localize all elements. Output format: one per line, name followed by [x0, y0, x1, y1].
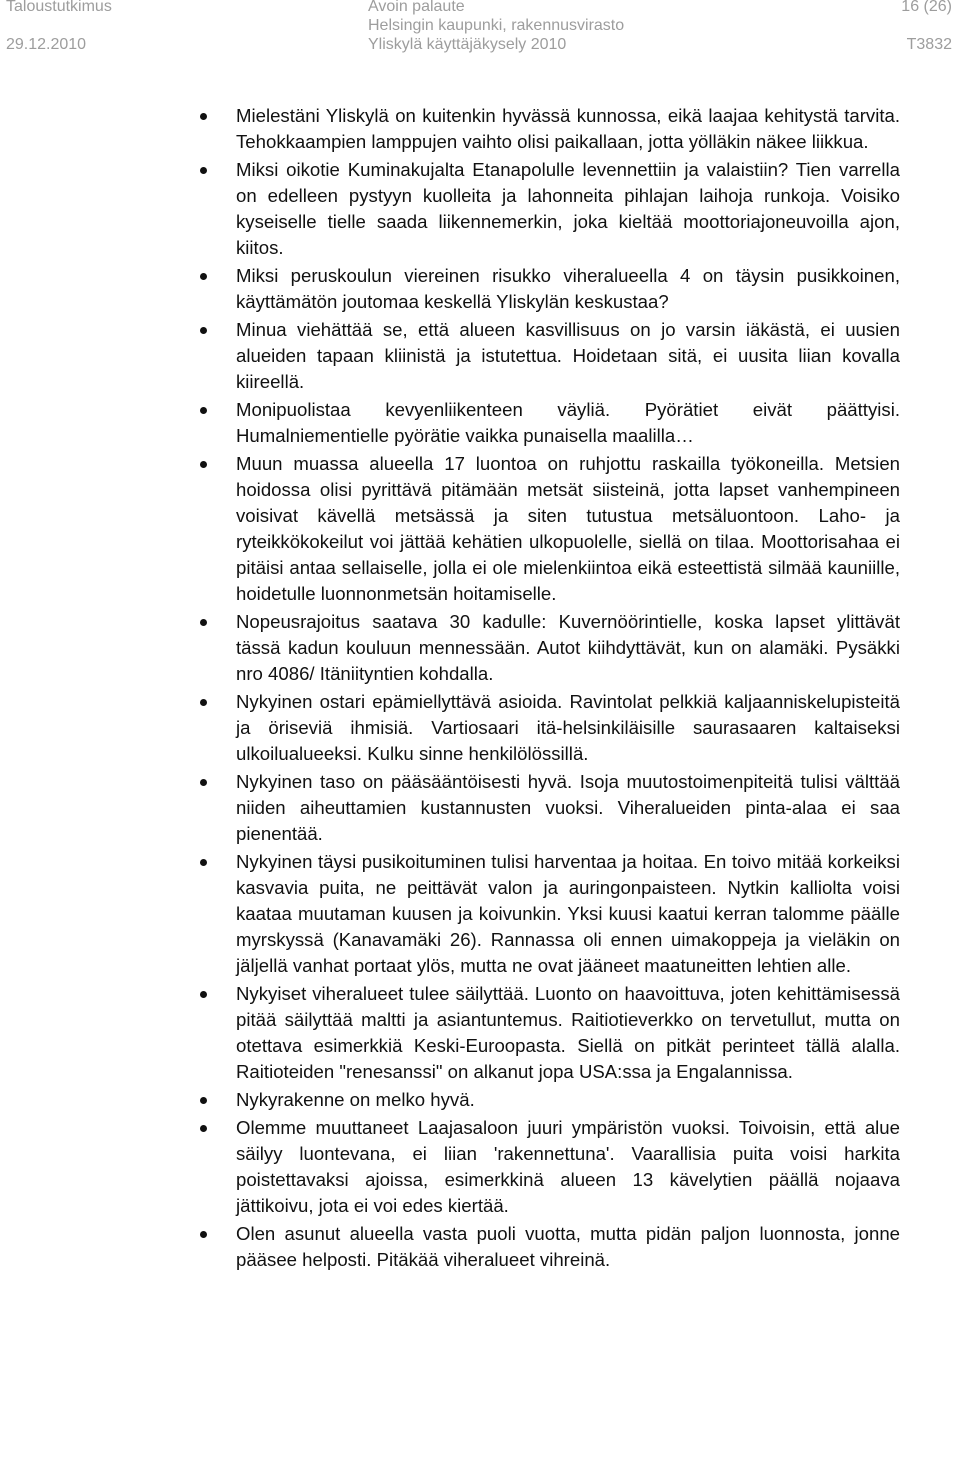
feedback-text: Monipuolistaa kevyenliikenteen väyliä. Pyörätiet eivät päättyisi. Humalniementielle pyörätie vaikka punaisella maalilla…: [236, 399, 900, 446]
feedback-text: Nykyinen täysi pusikoituminen tulisi harventaa ja hoitaa. En toivo mitää korkeiksi kasvavia puita, ne peittävät valon ja auringonpaisteen. Nytkin kalliolta voisi kaataa muutaman kuusen ja koivunkin. Yksi kuusi kaatui kerran talomme päälle myrskyssä (Kanavamäki 26). Rannassa oli ennen uimakoppeja ja vieläkin on jäljellä vanhat portaat ylös, mutta ne ovat jääneet maatuneitten lehtien alle.: [236, 851, 900, 976]
bullet-icon: [200, 859, 207, 866]
header-date: 29.12.2010: [6, 36, 87, 53]
header-row-bottom: [0, 34, 960, 56]
feedback-item: [236, 769, 900, 847]
feedback-text: Olemme muuttaneet Laajasaloon juuri ympäristön vuoksi. Toivoisin, että alue säilyy luontevana, ei liian 'rakennettuna'. Vaarallisia puita voisi harkita poistettavaksi ajoissa, esimerkkinä alueen 13 kävelytien päällä nojaava jättikoivu, jota ei voi edes kiertää.: [236, 1117, 900, 1216]
feedback-item: [236, 103, 900, 155]
bullet-icon: [200, 461, 207, 468]
feedback-item: [236, 157, 900, 261]
feedback-list: [0, 103, 960, 1273]
feedback-text: Mielestäni Yliskylä on kuitenkin hyvässä kunnossa, eikä laajaa kehitystä tarvita. Tehokkaampien lamppujen vaihto olisi paikallaan, jotta yölläkin näkee liikkua.: [236, 105, 900, 152]
bullet-icon: [200, 779, 207, 786]
bullet-icon: [200, 991, 207, 998]
feedback-text: Nykyinen taso on pääsääntöisesti hyvä. Isoja muutostoimenpiteitä tulisi välttää niiden aiheuttamien kustannusten vuoksi. Viheralueiden pinta-alaa ei saa pienentää.: [236, 771, 900, 844]
feedback-text: Minua viehättää se, että alueen kasvillisuus on jo varsin iäkästä, ei uusien alueiden tapaan kliinistä ja istutettua. Hoidetaan sitä, ei uusita liian kovalla kiireellä.: [236, 319, 900, 392]
feedback-text: Olen asunut alueella vasta puoli vuotta, mutta pidän paljon luonnosta, jonne pääsee helposti. Pitäkää viheralueet vihreinä.: [236, 1223, 900, 1270]
bullet-icon: [200, 1097, 207, 1104]
feedback-item: [236, 317, 900, 395]
bullet-icon: [200, 1231, 207, 1238]
bullet-icon: [200, 273, 207, 280]
bullet-icon: [200, 1125, 207, 1132]
header-page-number: 16 (26): [901, 0, 952, 15]
feedback-item: [236, 1115, 900, 1219]
feedback-item: [236, 981, 900, 1085]
page-header: [0, 0, 960, 58]
feedback-text: Muun muassa alueella 17 luontoa on ruhjottu raskailla työkoneilla. Metsien hoidossa olisi pyrittävä pitämään metsät siisteinä, jotta lapset vanhempineen voisivat kävellä metsässä ja siten tutustua metsäluontoon. Laho- ja ryteikkökokeilut voi jättää kehätien ulkopuolelle, siellä on tilaa. Moottorisahaa ei pitäisi antaa sellaiselle, jolla ei ole mielenkiintoa eikä esteettistä silmää kauniille, hoidetulle luonnonmetsän hoitamiselle.: [236, 453, 900, 604]
feedback-text: Miksi peruskoulun viereinen risukko viheralueella 4 on täysin pusikkoinen, käyttämätön joutomaa keskellä Yliskylän keskustaa?: [236, 265, 900, 312]
feedback-item: [236, 609, 900, 687]
feedback-item: [236, 1221, 900, 1273]
feedback-item: [236, 849, 900, 979]
feedback-text: Nykyrakenne on melko hyvä.: [236, 1089, 475, 1110]
feedback-content: [0, 103, 960, 1275]
bullet-icon: [200, 327, 207, 334]
bullet-icon: [200, 699, 207, 706]
bullet-icon: [200, 619, 207, 626]
feedback-item: [236, 689, 900, 767]
header-section-title: Avoin palaute: [368, 0, 465, 15]
header-project-code: T3832: [906, 36, 952, 53]
bullet-icon: [200, 407, 207, 414]
feedback-text: Miksi oikotie Kuminakujalta Etanapolulle levennettiin ja valaistiin? Tien varrella on edelleen pystyyn kuolleita ja lahonneita pihlajan laihoja runkoja. Voisiko kyseiselle tielle saada liikennemerkin, joka kieltää moottoriajoneuvoilla ajon, kiitos.: [236, 159, 900, 258]
feedback-item: [236, 451, 900, 607]
bullet-icon: [200, 167, 207, 174]
feedback-item: [236, 1087, 900, 1113]
bullet-icon: [200, 113, 207, 120]
feedback-item: [236, 263, 900, 315]
header-company: Taloustutkimus: [6, 0, 112, 15]
feedback-item: [236, 397, 900, 449]
feedback-text: Nopeusrajoitus saatava 30 kadulle: Kuvernöörintielle, koska lapset ylittävät tässä kadun kouluun mennessään. Autot kiihdyttävät, kun on alamäki. Pysäkki nro 4086/ Itäniityntien kohdalla.: [236, 611, 900, 684]
feedback-text: Nykyiset viheralueet tulee säilyttää. Luonto on haavoittuva, joten kehittämisessä pitää säilyttää maltti ja asiantuntemus. Raitiotieverkko on tervetullut, mutta on otettava esimerkkiä Keski-Euroopasta. Siellä on pitkät perinteet tällä alalla. Raitioteiden "renesanssi" on alkanut jopa USA:ssa ja Engalannissa.: [236, 983, 900, 1082]
header-client: Helsingin kaupunki, rakennusvirasto: [368, 17, 625, 34]
feedback-text: Nykyinen ostari epämiellyttävä asioida. Ravintolat pelkkiä kaljaanniskelupisteitä ja öriseviä ihmisiä. Vartiosaari itä-helsinkiläisille saurasaaren kaltaiseksi ulkoilualueeksi. Kulku sinne henkilölössillä.: [236, 691, 900, 764]
header-survey-name: Yliskylä käyttäjäkysely 2010: [368, 36, 567, 53]
